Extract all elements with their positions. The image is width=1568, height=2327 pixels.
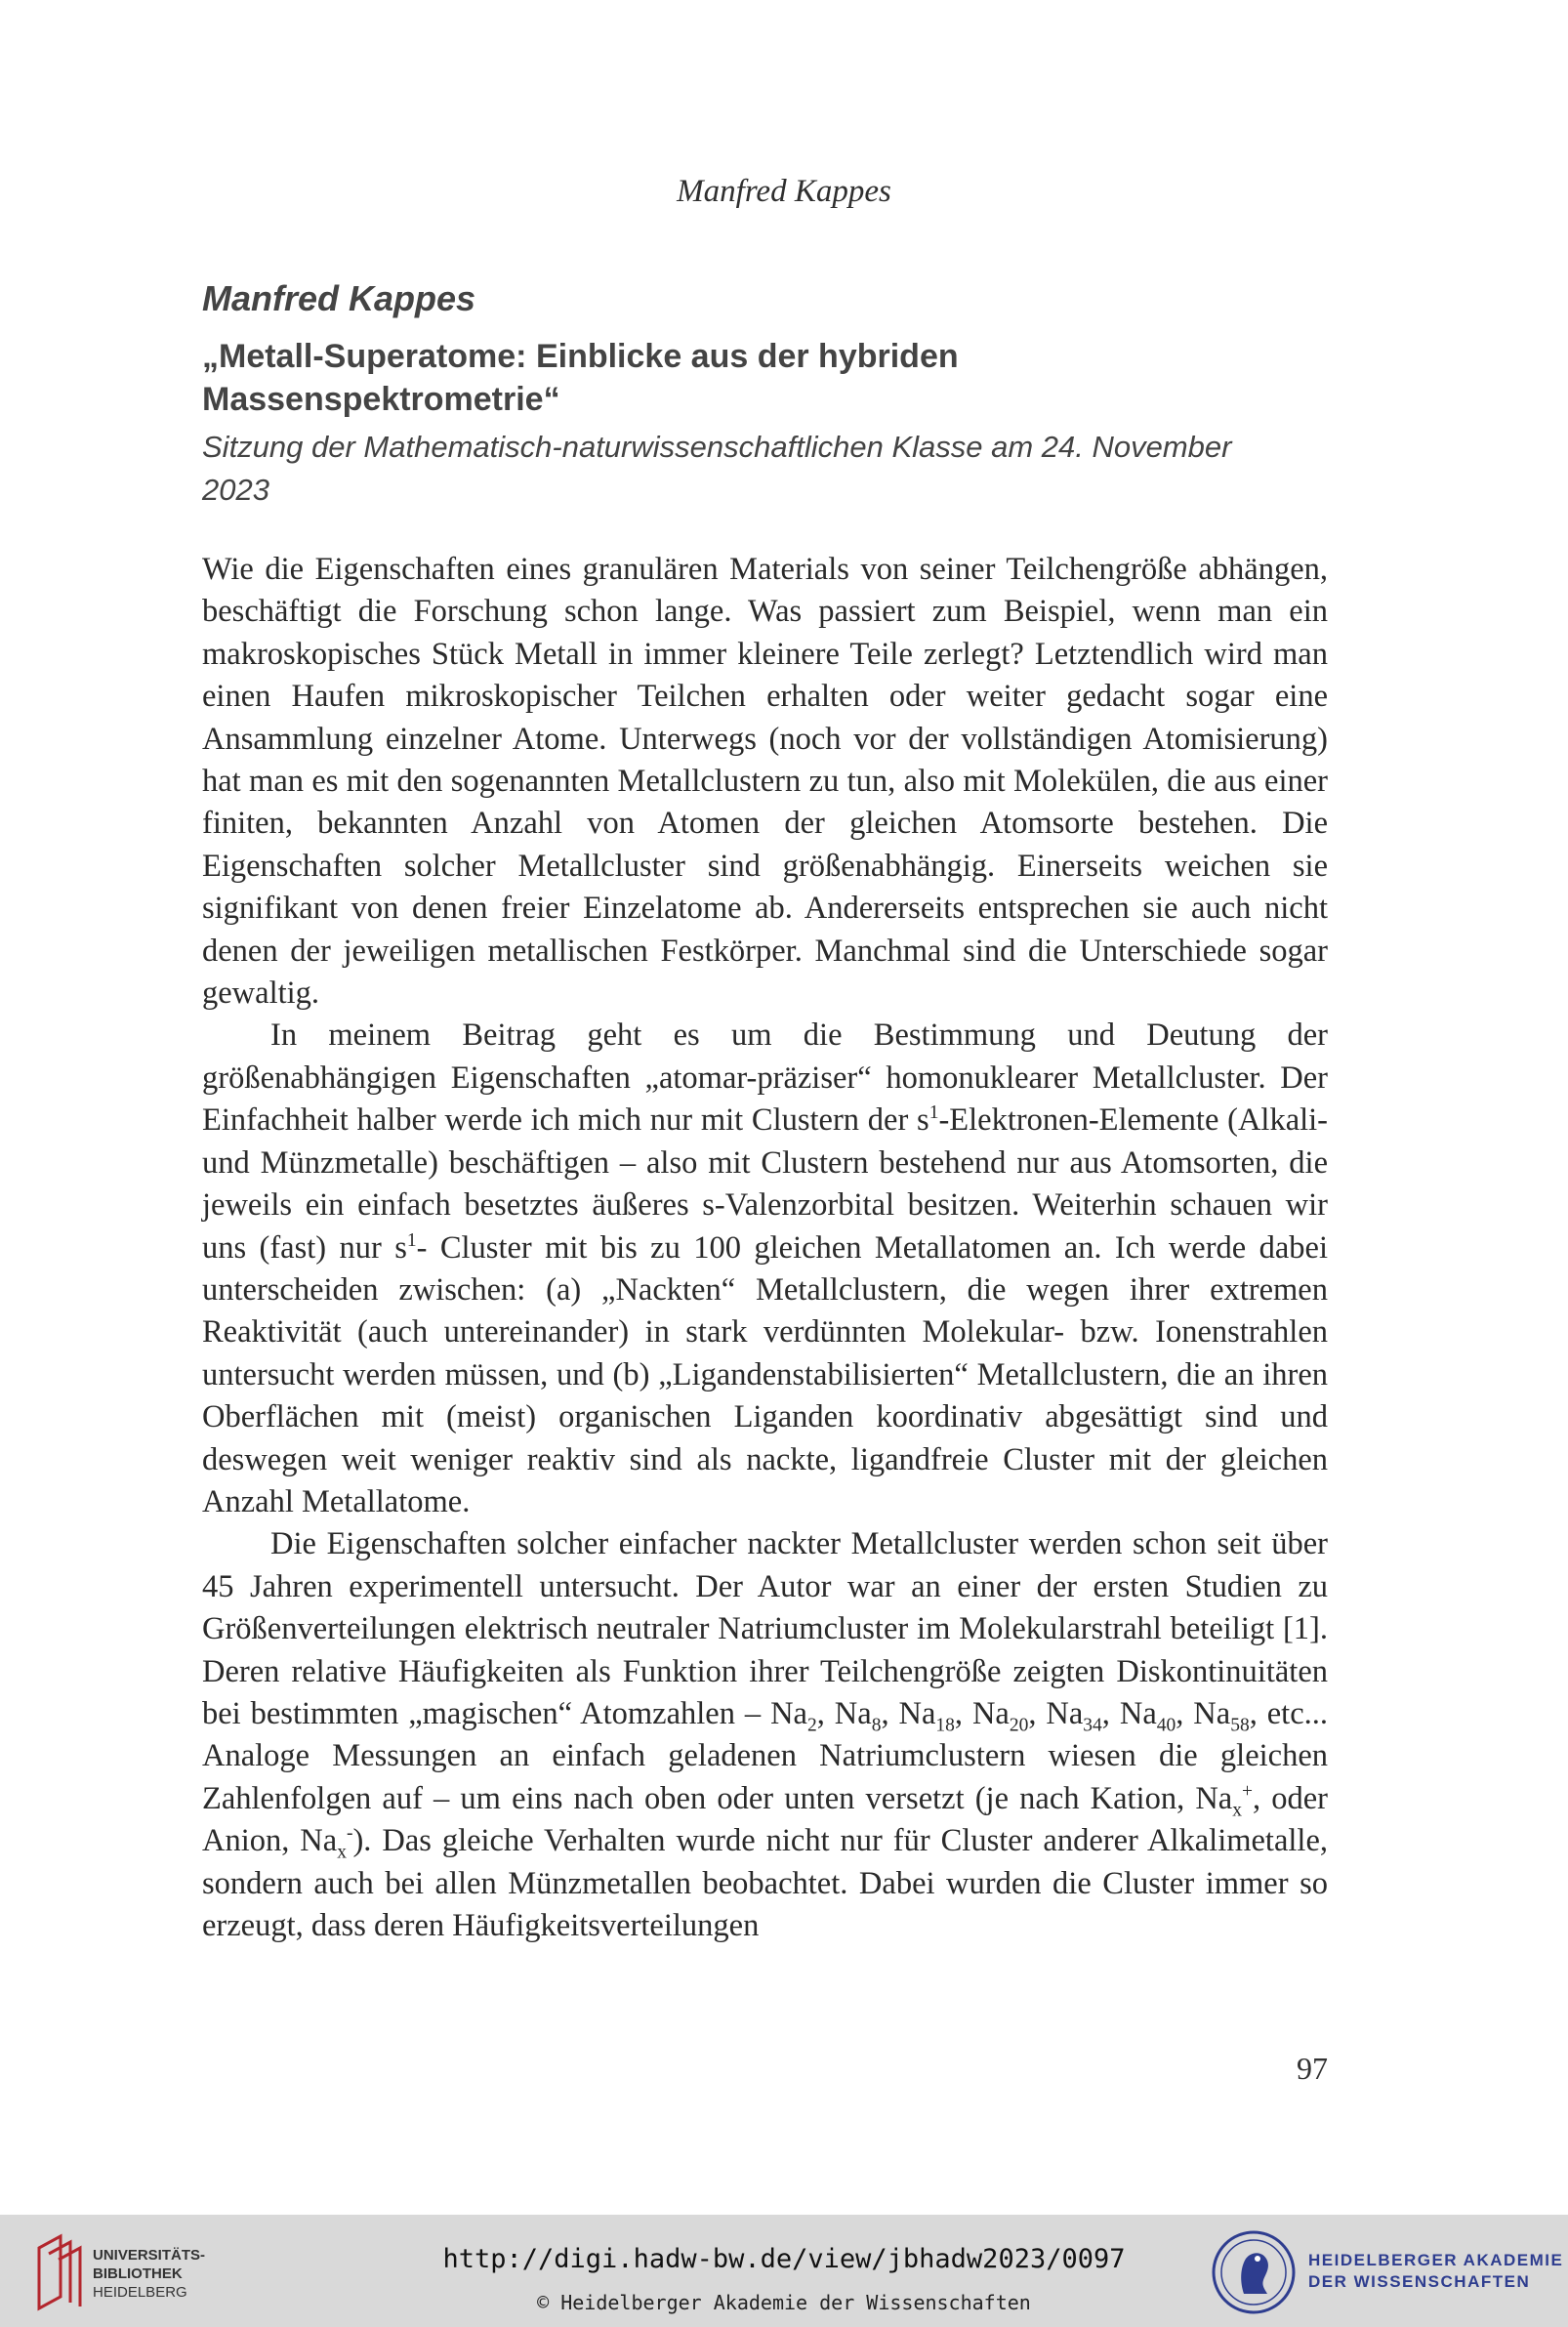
- paragraph-3-text: , oder Anion, Na: [202, 1780, 1329, 1859]
- source-url-link[interactable]: http://digi.hadw-bw.de/view/jbhadw2023/0097: [442, 2244, 1126, 2274]
- separator: ,: [1176, 1695, 1194, 1731]
- subscript: 18: [935, 1715, 955, 1736]
- academy-name-line-1: HEIDELBERGER AKADEMIE: [1308, 2251, 1564, 2269]
- paragraph-3-text: Die Eigenschaften solcher einfacher nackter Metallcluster werden schon seit über 45 Jahren experimentell untersucht. Der Autor war an einer der ersten Studien zu Größenverteilungen elektrisch neutraler Natriumcluster im Molekularstrahl beteiligt [1]. Deren relative Häufigkeiten als Funktion ihrer Teilchengröße zeigten Diskontinuitäten bei bestimmten „magischen“ Atomzahlen – Na: [202, 1526, 1328, 1731]
- academy-name: [1308, 2250, 1563, 2293]
- library-name-line-1: UNIVERSITÄTS-: [93, 2247, 206, 2264]
- element-symbol: Na: [898, 1695, 936, 1731]
- subscript: 2: [806, 1715, 817, 1736]
- paragraph-1: Wie die Eigenschaften eines granulären Materials von seiner Teilchengröße abhängen, beschäftigt die Forschung schon lange. Was passiert zum Beispiel, wenn man ein makroskopisches Stück Metall in immer kleinere Teile zerlegt? Letztendlich wird man einen Haufen mikroskopischer Teilchen erhalten oder weiter gedacht sogar eine Ansammlung einzelner Atome. Unterwegs (noch vor der vollständigen Atomisierung) hat man es mit den sogenannten Metallclustern zu tun, also mit Molekülen, die aus einer finiten, bekannten Anzahl von Atomen der gleichen Atomsorte bestehen. Die Eigenschaften solcher Metallcluster sind größenabhängig. Einerseits weichen sie signifikant von denen freier Einzelatome ab. Andererseits entsprechen sie auch nicht denen der jeweiligen metallischen Festkörper. Manchmal sind die Unterschiede sogar gewaltig.: [202, 552, 1328, 1012]
- academy-seal-icon[interactable]: [1211, 2229, 1297, 2315]
- separator: ,: [1028, 1695, 1047, 1731]
- paragraph-2-text: -Elektronen-Elemente (Alkali- und Münzmetalle) beschäftigen – also mit Clustern bestehend nur aus Atomsorten, die jeweils ein einfach besetztes äußeres s-Valenzorbital besitzen. Weiterhin schauen wir uns (fast) nur s: [202, 1102, 1329, 1266]
- subscript: x: [1232, 1800, 1242, 1821]
- article-title: [202, 335, 1325, 421]
- session-info: [202, 426, 1354, 512]
- element-symbol: Na: [1119, 1695, 1157, 1731]
- subscript: 20: [1009, 1715, 1029, 1736]
- academy-name-line-2: DER WISSENSCHAFTEN: [1308, 2272, 1531, 2291]
- article-title-line-2: Massenspektrometrie“: [202, 381, 560, 418]
- superscript: 1: [928, 1102, 939, 1124]
- superscript: -: [346, 1823, 353, 1845]
- element-symbol: Na: [1193, 1695, 1231, 1731]
- separator: ,: [1101, 1695, 1120, 1731]
- session-info-line-1: Sitzung der Mathematisch-naturwissenschaftlichen Klasse am 24. November: [202, 430, 1232, 464]
- copyright-notice: © Heidelberger Akademie der Wissenschaften: [537, 2291, 1031, 2314]
- library-name-line-2: BIBLIOTHEK: [93, 2265, 183, 2282]
- article-title-line-1: „Metall-Superatome: Einblicke aus der hybriden: [202, 338, 959, 375]
- paragraph-3-text: , etc... Analoge Messungen an einfach geladenen Natriumclustern wiesen die gleichen Zahlenfolgen auf – um eins nach oben oder unten versetzt (je nach Kation, Na: [202, 1695, 1329, 1816]
- paragraph-3: [202, 1523, 1328, 1947]
- paragraph-2-text: - Cluster mit bis zu 100 gleichen Metallatomen an. Ich werde dabei unterscheiden zwischen: (a) „Nackten“ Metallclustern, die wegen ihrer extremen Reaktivität (auch untereinander) in stark verdünnten Molekular- bzw. Ionenstrahlen untersucht werden müssen, und (b) „Ligandenstabilisierten“ Metallclustern, die an ihren Oberflächen mit (meist) organischen Liganden koordinativ abgesättigt sind und deswegen weit weniger reaktiv sind als nackte, ligandfreie Cluster mit der gleichen Anzahl Metallatome.: [202, 1229, 1328, 1519]
- separator: ,: [816, 1695, 835, 1731]
- page-number: 97: [1297, 2051, 1328, 2086]
- element-symbol: Na: [834, 1695, 872, 1731]
- superscript: 1: [406, 1229, 417, 1251]
- paragraph-2: [202, 1015, 1328, 1523]
- paragraph-3-text: ). Das gleiche Verhalten wurde nicht nur für Cluster anderer Alkalimetalle, sondern auch bei allen Münzmetallen beobachtet. Dabei wurden die Cluster immer so erzeugt, dass deren Häufigkeitsverteilungen: [202, 1823, 1328, 1943]
- library-name-line-3: HEIDELBERG: [93, 2284, 187, 2301]
- subscript: 40: [1156, 1715, 1176, 1736]
- subscript: 34: [1083, 1715, 1102, 1736]
- separator: ,: [881, 1695, 899, 1731]
- article-author: Manfred Kappes: [202, 278, 476, 318]
- body-text: [202, 549, 1328, 1947]
- subscript: 8: [871, 1715, 882, 1736]
- element-symbol: Na: [971, 1695, 1010, 1731]
- session-info-line-2: 2023: [202, 473, 269, 507]
- superscript: +: [1242, 1780, 1253, 1802]
- paragraph-2-text: In meinem Beitrag geht es um die Bestimmung und Deutung der größenabhängigen Eigenschaften „atomar-präziser“ homonuklearer Metallcluster. Der Einfachheit halber werde ich mich nur mit Clustern der s: [202, 1018, 1328, 1139]
- subscript: x: [337, 1842, 347, 1863]
- element-symbol: Na: [1046, 1695, 1084, 1731]
- subscript: 58: [1230, 1715, 1250, 1736]
- separator: ,: [954, 1695, 972, 1731]
- running-head: Manfred Kappes: [677, 174, 891, 209]
